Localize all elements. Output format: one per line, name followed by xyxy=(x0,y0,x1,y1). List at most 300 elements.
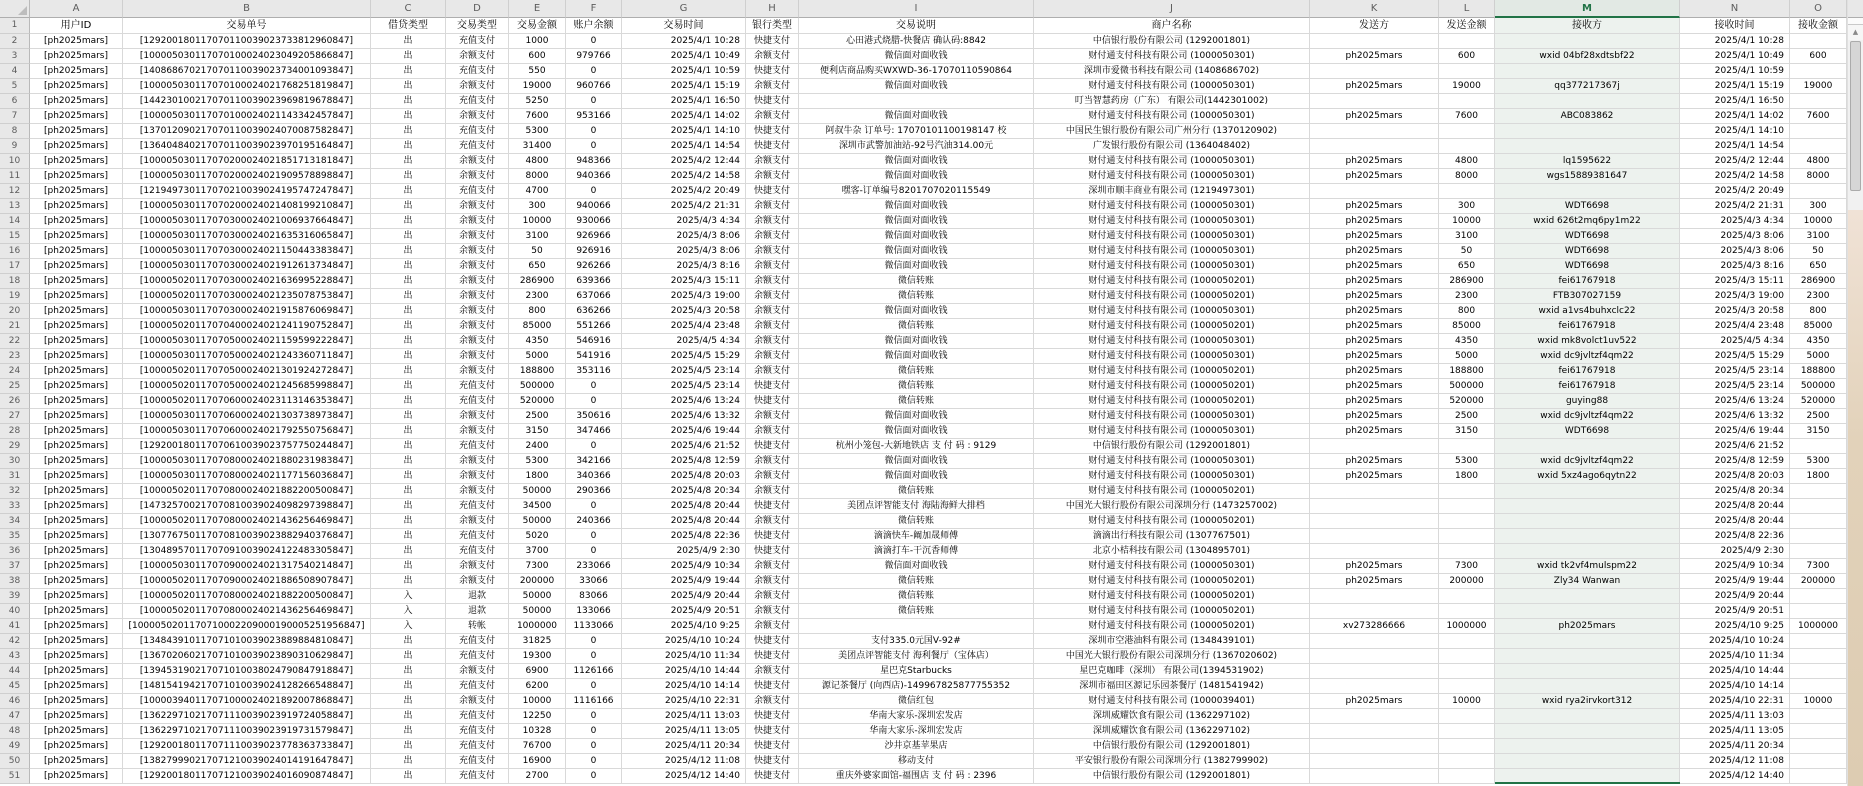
cell[interactable]: 星巴克咖啡（深圳） 有限公司(1394531902) xyxy=(1034,664,1310,679)
cell[interactable]: 2025/4/2 12:44 xyxy=(1680,154,1790,169)
cell[interactable]: 2025/4/3 4:34 xyxy=(1680,214,1790,229)
cell[interactable]: 余额支付 xyxy=(746,349,799,364)
field-header-cell[interactable]: 银行类型 xyxy=(746,18,799,34)
cell[interactable] xyxy=(1790,124,1847,139)
cell[interactable]: 微信转账 xyxy=(799,289,1034,304)
cell[interactable]: 2025/4/10 10:24 xyxy=(622,634,746,649)
cell[interactable]: ph2025mars xyxy=(1310,49,1439,64)
cell[interactable]: 中国光大银行股份有限公司深圳分行 (1473257002) xyxy=(1034,499,1310,514)
cell[interactable] xyxy=(1310,64,1439,79)
cell[interactable]: 充值支付 xyxy=(446,634,509,649)
cell[interactable]: 沙井京基苹果店 xyxy=(799,739,1034,754)
cell[interactable]: 4350 xyxy=(509,334,566,349)
cell[interactable] xyxy=(1310,634,1439,649)
cell[interactable]: 财付通支付科技有限公司 (1000050301) xyxy=(1034,244,1310,259)
cell[interactable]: 出 xyxy=(371,634,446,649)
cell[interactable] xyxy=(1439,139,1495,154)
row-header-45[interactable]: 45 xyxy=(0,679,30,694)
cell[interactable]: 退款 xyxy=(446,589,509,604)
cell[interactable]: ph2025mars xyxy=(1310,154,1439,169)
cell[interactable]: 余额支付 xyxy=(746,289,799,304)
cell[interactable] xyxy=(1790,709,1847,724)
cell[interactable]: 出 xyxy=(371,724,446,739)
cell[interactable]: 充值支付 xyxy=(446,124,509,139)
cell[interactable]: [ph2025mars] xyxy=(30,439,123,454)
cell[interactable]: 出 xyxy=(371,664,446,679)
cell[interactable]: 926266 xyxy=(566,259,622,274)
cell[interactable] xyxy=(1310,724,1439,739)
cell[interactable] xyxy=(1439,664,1495,679)
cell[interactable]: WDT6698 xyxy=(1495,199,1680,214)
cell[interactable]: 微信面对面收钱 xyxy=(799,214,1034,229)
cell[interactable]: [ph2025mars] xyxy=(30,184,123,199)
cell[interactable]: 650 xyxy=(1439,259,1495,274)
cell[interactable]: 7600 xyxy=(1790,109,1847,124)
field-header-cell[interactable]: 发送金额 xyxy=(1439,18,1495,34)
cell[interactable]: [100005020117070500024021245685998847] xyxy=(123,379,371,394)
cell[interactable]: 财付通支付科技有限公司 (1000050301) xyxy=(1034,304,1310,319)
cell[interactable]: 2025/4/10 14:44 xyxy=(1680,664,1790,679)
cell[interactable] xyxy=(1439,529,1495,544)
field-header-cell[interactable]: 交易类型 xyxy=(446,18,509,34)
cell[interactable]: 188800 xyxy=(1790,364,1847,379)
cell[interactable]: 960766 xyxy=(566,79,622,94)
cell[interactable]: 5020 xyxy=(509,529,566,544)
cell[interactable]: 2025/4/3 15:11 xyxy=(1680,274,1790,289)
cell[interactable]: WDT6698 xyxy=(1495,424,1680,439)
column-header-I[interactable]: I xyxy=(799,0,1034,18)
cell[interactable]: fei61767918 xyxy=(1495,274,1680,289)
cell[interactable]: 2025/4/6 21:52 xyxy=(1680,439,1790,454)
cell[interactable] xyxy=(1495,709,1680,724)
cell[interactable] xyxy=(1310,139,1439,154)
cell[interactable]: 2025/4/3 8:06 xyxy=(622,244,746,259)
cell[interactable]: 充值支付 xyxy=(446,94,509,109)
cell[interactable]: 550 xyxy=(509,64,566,79)
cell[interactable]: [ph2025mars] xyxy=(30,229,123,244)
cell[interactable] xyxy=(1790,589,1847,604)
cell[interactable]: 财付通支付科技有限公司 (1000050301) xyxy=(1034,454,1310,469)
cell[interactable]: wgs15889381647 xyxy=(1495,169,1680,184)
cell[interactable]: [144230100217070110039023969819678847] xyxy=(123,94,371,109)
cell[interactable]: 快捷支付 xyxy=(746,34,799,49)
cell[interactable]: 2025/4/8 20:44 xyxy=(1680,514,1790,529)
cell[interactable] xyxy=(1790,514,1847,529)
cell[interactable]: 0 xyxy=(566,94,622,109)
cell[interactable]: ph2025mars xyxy=(1310,349,1439,364)
cell[interactable]: 余额支付 xyxy=(746,574,799,589)
row-header-5[interactable]: 5 xyxy=(0,79,30,94)
cell[interactable]: 19300 xyxy=(509,649,566,664)
row-header-37[interactable]: 37 xyxy=(0,559,30,574)
column-header-F[interactable]: F xyxy=(566,0,622,18)
cell[interactable]: 出 xyxy=(371,244,446,259)
cell[interactable]: 8000 xyxy=(509,169,566,184)
cell[interactable]: 2025/4/1 14:10 xyxy=(1680,124,1790,139)
cell[interactable]: [ph2025mars] xyxy=(30,34,123,49)
cell[interactable]: 财付通支付科技有限公司 (1000050201) xyxy=(1034,589,1310,604)
cell[interactable]: [ph2025mars] xyxy=(30,109,123,124)
row-header-31[interactable]: 31 xyxy=(0,469,30,484)
cell[interactable]: 出 xyxy=(371,259,446,274)
cell[interactable]: 948366 xyxy=(566,154,622,169)
field-header-cell[interactable]: 借贷类型 xyxy=(371,18,446,34)
cell[interactable]: ph2025mars xyxy=(1310,364,1439,379)
cell[interactable]: 余额支付 xyxy=(446,259,509,274)
cell[interactable]: 深圳市爱微书科技有限公司 (1408686702) xyxy=(1034,64,1310,79)
field-header-cell[interactable]: 发送方 xyxy=(1310,18,1439,34)
cell[interactable]: 2025/4/10 14:44 xyxy=(622,664,746,679)
cell[interactable]: 财付通支付科技有限公司 (1000050301) xyxy=(1034,259,1310,274)
cell[interactable]: 华南大家乐-深圳宏发店 xyxy=(799,724,1034,739)
cell[interactable]: 7300 xyxy=(1790,559,1847,574)
cell[interactable]: 2025/4/10 10:24 xyxy=(1680,634,1790,649)
cell[interactable]: 2025/4/9 20:51 xyxy=(622,604,746,619)
cell[interactable]: 6900 xyxy=(509,664,566,679)
column-header-E[interactable]: E xyxy=(509,0,566,18)
cell[interactable]: [100005020117070800024021882200500847] xyxy=(123,589,371,604)
cell[interactable]: 2025/4/3 8:16 xyxy=(1680,259,1790,274)
cell[interactable]: fei61767918 xyxy=(1495,379,1680,394)
row-header-30[interactable]: 30 xyxy=(0,454,30,469)
cell[interactable]: 微信转账 xyxy=(799,514,1034,529)
cell[interactable]: wxid tk2vf4mulspm22 xyxy=(1495,559,1680,574)
cell[interactable]: 2025/4/6 21:52 xyxy=(622,439,746,454)
cell[interactable]: 551266 xyxy=(566,319,622,334)
cell[interactable]: 余额支付 xyxy=(746,619,799,634)
cell[interactable]: [100005030117070100024021768251819847] xyxy=(123,79,371,94)
cell[interactable]: 2025/4/9 20:44 xyxy=(622,589,746,604)
cell[interactable]: [ph2025mars] xyxy=(30,709,123,724)
scrollbar-thumb[interactable] xyxy=(1850,41,1861,191)
row-header-32[interactable]: 32 xyxy=(0,484,30,499)
cell[interactable]: 546916 xyxy=(566,334,622,349)
cell[interactable]: ph2025mars xyxy=(1310,334,1439,349)
cell[interactable] xyxy=(1790,544,1847,559)
cell[interactable]: 微信转账 xyxy=(799,484,1034,499)
cell[interactable] xyxy=(1495,679,1680,694)
cell[interactable]: 2025/4/9 10:34 xyxy=(622,559,746,574)
row-header-14[interactable]: 14 xyxy=(0,214,30,229)
field-header-cell[interactable]: 商户名称 xyxy=(1034,18,1310,34)
cell[interactable]: [100005020117070300024021235078753847] xyxy=(123,289,371,304)
cell[interactable]: [137012090217070110039024070087582847] xyxy=(123,124,371,139)
row-header-41[interactable]: 41 xyxy=(0,619,30,634)
cell[interactable]: 5300 xyxy=(1439,454,1495,469)
cell[interactable]: 5000 xyxy=(1439,349,1495,364)
cell[interactable]: 出 xyxy=(371,694,446,709)
column-header-G[interactable]: G xyxy=(622,0,746,18)
cell[interactable]: [100005020117070800024021436256469847] xyxy=(123,514,371,529)
cell[interactable]: [ph2025mars] xyxy=(30,634,123,649)
cell[interactable] xyxy=(1310,664,1439,679)
cell[interactable]: 余额支付 xyxy=(446,514,509,529)
cell[interactable]: 深圳威耀饮食有限公司 (1362297102) xyxy=(1034,709,1310,724)
cell[interactable]: 2025/4/12 11:08 xyxy=(622,754,746,769)
cell[interactable]: 微信面对面收钱 xyxy=(799,424,1034,439)
cell[interactable]: 2025/4/3 8:06 xyxy=(622,229,746,244)
cell[interactable]: 出 xyxy=(371,214,446,229)
cell[interactable]: 源记茶餐厅 (向西店)-149967825877755352 xyxy=(799,679,1034,694)
cell[interactable]: 940366 xyxy=(566,169,622,184)
cell[interactable] xyxy=(1495,484,1680,499)
cell[interactable]: 930066 xyxy=(566,214,622,229)
cell[interactable]: 财付通支付科技有限公司 (1000050301) xyxy=(1034,214,1310,229)
cell[interactable]: 充值支付 xyxy=(446,649,509,664)
cell[interactable]: [ph2025mars] xyxy=(30,559,123,574)
cell[interactable]: 5000 xyxy=(509,349,566,364)
cell[interactable]: [100005020117070900024021886508907847] xyxy=(123,574,371,589)
row-header-25[interactable]: 25 xyxy=(0,379,30,394)
cell[interactable]: 微信转账 xyxy=(799,379,1034,394)
cell[interactable]: 余额支付 xyxy=(746,274,799,289)
cell[interactable]: 广发银行股份有限公司 (1364048402) xyxy=(1034,139,1310,154)
cell[interactable] xyxy=(1790,649,1847,664)
cell[interactable]: 76700 xyxy=(509,739,566,754)
cell[interactable]: 财付通支付科技有限公司 (1000050301) xyxy=(1034,424,1310,439)
cell[interactable]: 快捷支付 xyxy=(746,754,799,769)
cell[interactable]: wxid 04bf28xdtsbf22 xyxy=(1495,49,1680,64)
cell[interactable]: 2025/4/6 13:24 xyxy=(622,394,746,409)
cell[interactable] xyxy=(1310,769,1439,784)
cell[interactable]: 财付通支付科技有限公司 (1000050201) xyxy=(1034,574,1310,589)
cell[interactable]: 充值支付 xyxy=(446,754,509,769)
cell[interactable]: 财付通支付科技有限公司 (1000050201) xyxy=(1034,364,1310,379)
cell[interactable]: 2025/4/5 23:14 xyxy=(622,364,746,379)
cell[interactable] xyxy=(1310,124,1439,139)
select-all-corner[interactable] xyxy=(0,0,30,18)
cell[interactable] xyxy=(1310,709,1439,724)
cell[interactable] xyxy=(1439,634,1495,649)
cell[interactable]: 0 xyxy=(566,709,622,724)
cell[interactable]: 2025/4/1 14:02 xyxy=(1680,109,1790,124)
field-header-cell[interactable]: 交易单号 xyxy=(123,18,371,34)
row-header-38[interactable]: 38 xyxy=(0,574,30,589)
cell[interactable]: 7600 xyxy=(509,109,566,124)
cell[interactable]: 余额支付 xyxy=(746,319,799,334)
field-header-cell[interactable]: 接收方 xyxy=(1495,18,1680,34)
cell[interactable]: ph2025mars xyxy=(1310,454,1439,469)
cell[interactable]: 充值支付 xyxy=(446,739,509,754)
cell[interactable]: 2025/4/12 14:40 xyxy=(1680,769,1790,784)
cell[interactable]: 充值支付 xyxy=(446,499,509,514)
cell[interactable]: 出 xyxy=(371,484,446,499)
cell[interactable]: 2025/4/8 20:03 xyxy=(622,469,746,484)
cell[interactable]: 5250 xyxy=(509,94,566,109)
cell[interactable]: 1000000 xyxy=(509,619,566,634)
cell[interactable]: 31825 xyxy=(509,634,566,649)
cell[interactable]: 出 xyxy=(371,349,446,364)
cell[interactable]: 财付通支付科技有限公司 (1000050201) xyxy=(1034,514,1310,529)
cell[interactable]: 中国民生银行股份有限公司广州分行 (1370120902) xyxy=(1034,124,1310,139)
cell[interactable]: 2025/4/8 20:44 xyxy=(622,514,746,529)
cell[interactable]: 余额支付 xyxy=(746,364,799,379)
cell[interactable]: 快捷支付 xyxy=(746,739,799,754)
cell[interactable]: [100005030117070600024021792550756847] xyxy=(123,424,371,439)
cell[interactable]: 800 xyxy=(1790,304,1847,319)
cell[interactable] xyxy=(1495,439,1680,454)
cell[interactable]: 19000 xyxy=(1439,79,1495,94)
cell[interactable]: [100005020117070800024021882200500847] xyxy=(123,484,371,499)
cell[interactable]: ph2025mars xyxy=(1310,289,1439,304)
cell[interactable]: 滴滴出行科技有限公司 (1307767501) xyxy=(1034,529,1310,544)
cell[interactable]: 出 xyxy=(371,424,446,439)
cell[interactable]: 353116 xyxy=(566,364,622,379)
cell[interactable]: 2025/4/10 9:25 xyxy=(1680,619,1790,634)
cell[interactable]: 财付通支付科技有限公司 (1000050301) xyxy=(1034,469,1310,484)
cell[interactable]: 1126166 xyxy=(566,664,622,679)
cell[interactable]: [100005020117070500024021301924272847] xyxy=(123,364,371,379)
cell[interactable]: 余额支付 xyxy=(446,559,509,574)
cell[interactable] xyxy=(1310,544,1439,559)
cell[interactable] xyxy=(1495,739,1680,754)
cell[interactable]: [ph2025mars] xyxy=(30,259,123,274)
row-header-27[interactable]: 27 xyxy=(0,409,30,424)
cell[interactable]: 中信银行股份有限公司 (1292001801) xyxy=(1034,439,1310,454)
cell[interactable]: 50000 xyxy=(509,604,566,619)
cell[interactable]: [138279990217071210039024014191647847] xyxy=(123,754,371,769)
row-header-50[interactable]: 50 xyxy=(0,754,30,769)
row-header-26[interactable]: 26 xyxy=(0,394,30,409)
cell[interactable]: 650 xyxy=(509,259,566,274)
cell[interactable]: 2025/4/8 12:59 xyxy=(622,454,746,469)
cell[interactable] xyxy=(1439,544,1495,559)
cell[interactable]: 2025/4/1 16:50 xyxy=(622,94,746,109)
field-header-cell[interactable]: 交易说明 xyxy=(799,18,1034,34)
cell[interactable]: wxid mk8volct1uv522 xyxy=(1495,334,1680,349)
cell[interactable]: 余额支付 xyxy=(746,454,799,469)
cell[interactable] xyxy=(1495,544,1680,559)
cell[interactable]: [ph2025mars] xyxy=(30,649,123,664)
column-header-B[interactable]: B xyxy=(123,0,371,18)
cell[interactable]: 财付通支付科技有限公司 (1000050201) xyxy=(1034,274,1310,289)
cell[interactable]: 财付通支付科技有限公司 (1000050301) xyxy=(1034,334,1310,349)
cell[interactable]: Zly34 Wanwan xyxy=(1495,574,1680,589)
cell[interactable]: 2025/4/4 23:48 xyxy=(1680,319,1790,334)
cell[interactable] xyxy=(1439,604,1495,619)
cell[interactable] xyxy=(1439,709,1495,724)
cell[interactable]: 2500 xyxy=(509,409,566,424)
cell[interactable]: 星巴克Starbucks xyxy=(799,664,1034,679)
cell[interactable]: 财付通支付科技有限公司 (1000050301) xyxy=(1034,409,1310,424)
field-header-cell[interactable]: 交易时间 xyxy=(622,18,746,34)
cell[interactable]: 微信面对面收钱 xyxy=(799,334,1034,349)
cell[interactable]: ABC083862 xyxy=(1495,109,1680,124)
cell[interactable]: 财付通支付科技有限公司 (1000050201) xyxy=(1034,619,1310,634)
column-header-K[interactable]: K xyxy=(1310,0,1439,18)
row-header-1[interactable]: 1 xyxy=(0,18,30,34)
cell[interactable]: ph2025mars xyxy=(1310,109,1439,124)
cell[interactable]: 340366 xyxy=(566,469,622,484)
cell[interactable]: 支付335.0元国V-92# xyxy=(799,634,1034,649)
cell[interactable]: 出 xyxy=(371,169,446,184)
cell[interactable]: 出 xyxy=(371,499,446,514)
row-header-51[interactable]: 51 xyxy=(0,769,30,784)
cell[interactable]: [136229710217071110039023919731579847] xyxy=(123,724,371,739)
cell[interactable] xyxy=(1790,439,1847,454)
cell[interactable]: wxid dc9jvltzf4qm22 xyxy=(1495,349,1680,364)
cell[interactable]: 600 xyxy=(509,49,566,64)
cell[interactable]: 入 xyxy=(371,619,446,634)
cell[interactable]: 133066 xyxy=(566,604,622,619)
cell[interactable]: 快捷支付 xyxy=(746,499,799,514)
cell[interactable]: [100005030117070300024021912613734847] xyxy=(123,259,371,274)
cell[interactable]: 2025/4/1 14:54 xyxy=(1680,139,1790,154)
cell[interactable]: 余额支付 xyxy=(446,304,509,319)
cell[interactable]: [100005020117070400024021241190752847] xyxy=(123,319,371,334)
column-header-A[interactable]: A xyxy=(30,0,123,18)
cell[interactable]: 充值支付 xyxy=(446,529,509,544)
cell[interactable]: 出 xyxy=(371,769,446,784)
cell[interactable] xyxy=(1495,529,1680,544)
cell[interactable]: 余额支付 xyxy=(746,169,799,184)
cell[interactable]: 中信银行股份有限公司 (1292001801) xyxy=(1034,739,1310,754)
cell[interactable]: 33066 xyxy=(566,574,622,589)
cell[interactable]: 600 xyxy=(1790,49,1847,64)
cell[interactable]: 926916 xyxy=(566,244,622,259)
cell[interactable]: 2025/4/9 10:34 xyxy=(1680,559,1790,574)
cell[interactable]: 2025/4/3 20:58 xyxy=(622,304,746,319)
cell[interactable] xyxy=(1310,484,1439,499)
cell[interactable]: 美团点评智能支付 海陆海鲜大排档 xyxy=(799,499,1034,514)
cell[interactable]: 财付通支付科技有限公司 (1000050201) xyxy=(1034,604,1310,619)
cell[interactable]: 19000 xyxy=(509,79,566,94)
cell[interactable] xyxy=(1495,139,1680,154)
cell[interactable]: [ph2025mars] xyxy=(30,619,123,634)
cell[interactable]: 50000 xyxy=(509,484,566,499)
cell[interactable]: [147325700217070810039024098297398847] xyxy=(123,499,371,514)
cell[interactable]: 财付通支付科技有限公司 (1000050201) xyxy=(1034,379,1310,394)
cell[interactable]: 4700 xyxy=(509,184,566,199)
cell[interactable]: 微信转账 xyxy=(799,574,1034,589)
cell[interactable] xyxy=(1790,499,1847,514)
cell[interactable]: 2025/4/5 15:29 xyxy=(1680,349,1790,364)
cell[interactable]: 2025/4/11 13:05 xyxy=(622,724,746,739)
cell[interactable]: 便利店商品购买WXWD-36-17070110590864 xyxy=(799,64,1034,79)
cell[interactable]: 2500 xyxy=(1790,409,1847,424)
cell[interactable]: 4800 xyxy=(509,154,566,169)
cell[interactable]: 余额支付 xyxy=(746,484,799,499)
cell[interactable]: 639366 xyxy=(566,274,622,289)
cell[interactable]: 微信面对面收钱 xyxy=(799,229,1034,244)
cell[interactable]: 1116166 xyxy=(566,694,622,709)
cell[interactable]: 微信面对面收钱 xyxy=(799,454,1034,469)
cell[interactable] xyxy=(1495,649,1680,664)
cell[interactable]: 微信转账 xyxy=(799,604,1034,619)
cell[interactable]: 充值支付 xyxy=(446,64,509,79)
cell[interactable]: 2025/4/1 10:49 xyxy=(1680,49,1790,64)
cell[interactable]: 2025/4/3 19:00 xyxy=(1680,289,1790,304)
cell[interactable]: [100005030117070800024021177156036847] xyxy=(123,469,371,484)
cell[interactable]: 微信红包 xyxy=(799,694,1034,709)
cell[interactable]: 2025/4/12 11:08 xyxy=(1680,754,1790,769)
cell[interactable] xyxy=(1790,724,1847,739)
row-header-21[interactable]: 21 xyxy=(0,319,30,334)
cell[interactable] xyxy=(1310,184,1439,199)
cell[interactable] xyxy=(1439,769,1495,784)
cell[interactable]: 200000 xyxy=(1790,574,1847,589)
cell[interactable]: 余额支付 xyxy=(446,229,509,244)
cell[interactable] xyxy=(1439,589,1495,604)
cell[interactable]: 2025/4/2 12:44 xyxy=(622,154,746,169)
cell[interactable]: 500000 xyxy=(509,379,566,394)
cell[interactable]: [130489570117070910039024122483305847] xyxy=(123,544,371,559)
cell[interactable]: 财付通支付科技有限公司 (1000050301) xyxy=(1034,109,1310,124)
cell[interactable]: 余额支付 xyxy=(746,334,799,349)
row-header-19[interactable]: 19 xyxy=(0,289,30,304)
cell[interactable]: 2025/4/9 20:51 xyxy=(1680,604,1790,619)
row-header-49[interactable]: 49 xyxy=(0,739,30,754)
